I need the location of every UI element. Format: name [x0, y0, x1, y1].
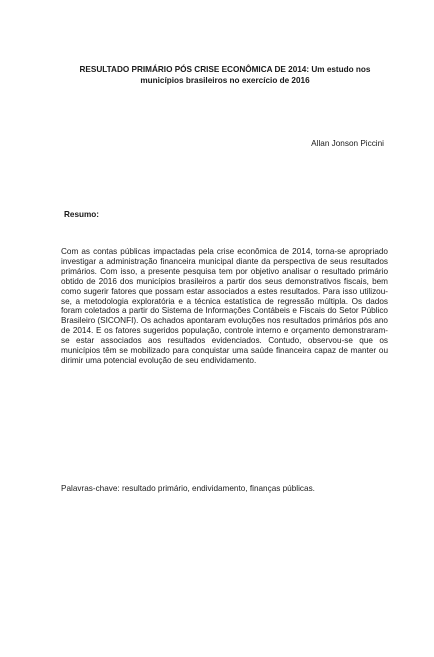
abstract-heading: Resumo:	[64, 210, 100, 219]
keywords-line: Palavras-chave: resultado primário, endividamento, finanças públicas.	[61, 484, 315, 493]
abstract-text: Com as contas públicas impactadas pela crise econômica de 2014, torna-se apropriado investigar a administração financeira municipal diante da perspectiva de seus resultados primários. Com isso, a presente pesquisa tem por objetivo analisar o resultado primário obtido de 2016 dos municípios brasileiros a partir dos seus demonstrativos fiscais, bem como sugerir fatores que possam estar associados a estes resultados. Para isso utilizou-se, a metodologia exploratória e a técnica estatística de regressão múltipla. Os dados foram coletados a partir do Sistema de Informações Contábeis e Fiscais do Setor Público Brasileiro (SICONFI). Os achados apontaram evoluções nos resultados primários pós ano de 2014. E os fatores sugeridos população, controle interno e orçamento demonstraram-se estar associados aos resultados evidenciados. Contudo, observou-se que os municípios têm se mobilizado para conquistar uma saúde financeira capaz de manter ou dirimir uma potencial evolução de seu endividamento.	[61, 247, 388, 365]
author-name: Allan Jonson Piccini	[311, 139, 384, 148]
paper-title: RESULTADO PRIMÁRIO PÓS CRISE ECONÔMICA DE 2014: Um estudo nos municípios brasileiros no exercício de 2016	[79, 65, 371, 85]
